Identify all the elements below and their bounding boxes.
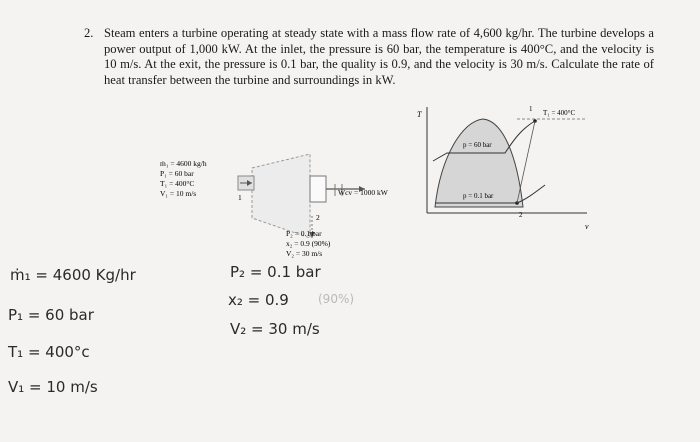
label-exit-quality: x₂ = 0.9 (90%) bbox=[286, 239, 331, 248]
label-inlet-velocity: V₁ = 10 m/s bbox=[160, 189, 197, 198]
label-state-1: 1 bbox=[238, 193, 242, 202]
problem-number: 2. bbox=[84, 26, 94, 40]
handwritten-p1: P₁ = 60 bar bbox=[8, 306, 94, 324]
tv-diagram bbox=[405, 95, 595, 240]
handwritten-x2-faint: (90%) bbox=[318, 292, 355, 306]
handwritten-t1: T₁ = 400°c bbox=[8, 343, 90, 361]
turbine-body bbox=[252, 154, 310, 238]
label-inlet-temperature: T₁ = 400°C bbox=[160, 179, 195, 188]
label-exit-velocity: V₂ = 30 m/s bbox=[286, 249, 323, 258]
label-exit-pressure: P₂ = 0.1 bar bbox=[286, 229, 322, 238]
state-1-label: 1 bbox=[529, 105, 533, 113]
high-pressure-label: p = 60 bar bbox=[463, 141, 492, 149]
label-inlet-mass-flow: ṁ₁ = 4600 kg/h bbox=[160, 159, 207, 168]
handwritten-mass-flow: ṁ₁ = 4600 Kg/hr bbox=[10, 266, 136, 284]
handwritten-v2: V₂ = 30 m/s bbox=[230, 320, 320, 338]
label-work-output: Ẇcv = 1000 kW bbox=[338, 188, 388, 197]
v-axis-label: v bbox=[585, 222, 589, 231]
label-inlet-pressure: P₁ = 60 bar bbox=[160, 169, 194, 178]
state-2-label: 2 bbox=[519, 211, 523, 219]
handwritten-x2: x₂ = 0.9 bbox=[228, 291, 289, 309]
handwritten-p2: P₂ = 0.1 bar bbox=[230, 263, 321, 281]
low-pressure-label: p = 0.1 bar bbox=[463, 192, 494, 200]
t-axis-label: T bbox=[417, 110, 422, 119]
problem-text: Steam enters a turbine operating at steady state with a mass flow rate of 4,600 kg/hr. The turbine develops a power output of 1,000 kW. At the inlet, the pressure is 60 bar, the temperature is 400°C, and the velocity is 10 m/s. At the exit, the pressure is 0.1 bar, the quality is 0.9, and the velocity is 30 m/s. Calculate the rate of heat transfer between the turbine and surroundings in kW. bbox=[104, 26, 654, 87]
shaft-coupling bbox=[310, 176, 326, 202]
label-state-2: 2 bbox=[316, 213, 320, 222]
turbine-diagram bbox=[160, 140, 420, 260]
isotherm-label: T₁ = 400°C bbox=[543, 109, 576, 117]
handwritten-v1: V₁ = 10 m/s bbox=[8, 378, 98, 396]
problem-statement bbox=[84, 26, 654, 88]
